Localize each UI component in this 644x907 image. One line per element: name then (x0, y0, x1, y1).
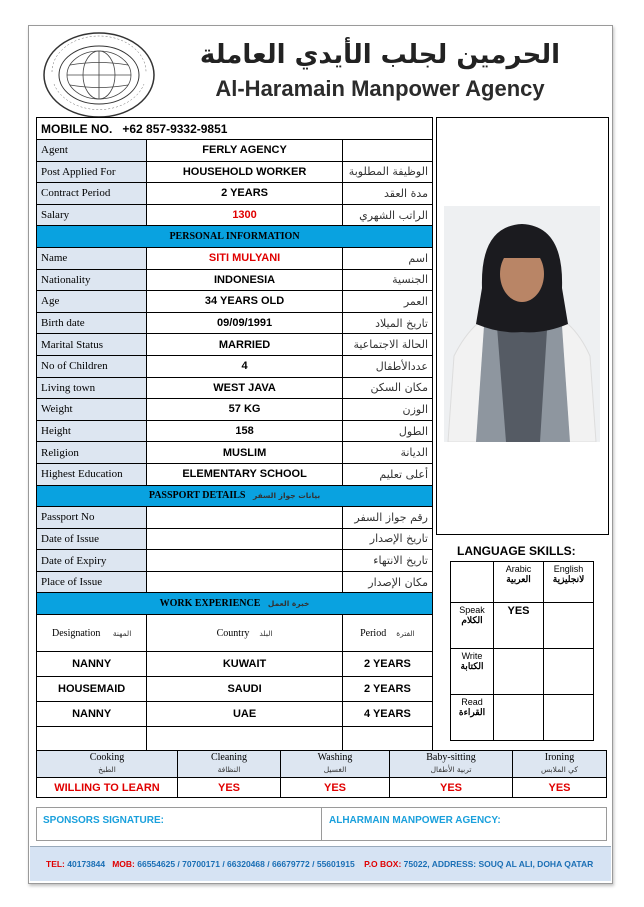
table-row (37, 550, 433, 572)
skill-value: WILLING TO LEARN (37, 778, 178, 798)
tel-label: TEL: (46, 859, 65, 869)
mobile-value: +62 857-9332-9851 (122, 121, 228, 136)
skill-value: YES (281, 778, 390, 798)
read-english-value (544, 695, 594, 741)
field-label: Birth date (37, 312, 147, 334)
table-row (37, 291, 433, 313)
language-row (451, 603, 594, 649)
period-cell: 2 YEARS (342, 652, 432, 677)
field-value (147, 571, 343, 593)
field-value: 4 (147, 355, 343, 377)
field-value (147, 550, 343, 572)
field-value (147, 528, 343, 550)
work-header-row (37, 615, 433, 652)
read-arabic-value (494, 695, 544, 741)
field-value: 57 KG (147, 399, 343, 421)
designation-cell: NANNY (37, 702, 147, 727)
english-header-arabic: لانجليزية (552, 574, 585, 584)
language-header-row (451, 562, 594, 603)
language-skills-table (450, 561, 594, 741)
field-label-arabic: الديانة (342, 442, 432, 464)
skills-value-row (37, 778, 607, 798)
field-label-arabic: مكان السكن (342, 377, 432, 399)
table-row (37, 377, 433, 399)
field-label-arabic: الجنسية (342, 269, 432, 291)
mob-value: 66554625 / 70700171 / 66320468 / 66679772 / 55601915 (137, 859, 355, 869)
skill-value: YES (178, 778, 281, 798)
name-value: SITI MULYANI (147, 247, 343, 269)
applicant-info-table (36, 117, 433, 752)
skill-name-arabic: الطبخ (98, 765, 116, 774)
table-row (37, 528, 433, 550)
field-value: MUSLIM (147, 442, 343, 464)
field-label-arabic: الحالة الاجتماعية (342, 334, 432, 356)
work-heading: WORK EXPERIENCE (159, 598, 261, 610)
skill-value: YES (390, 778, 513, 798)
skill-value: YES (513, 778, 607, 798)
field-label-arabic: اسم (342, 247, 432, 269)
country-header-arabic: البلد (259, 628, 273, 638)
field-label: Age (37, 291, 147, 313)
table-row (37, 463, 433, 485)
speak-english-value (544, 603, 594, 649)
passport-heading-arabic: بيانات جواز السفر (252, 491, 321, 501)
field-value: 158 (147, 420, 343, 442)
table-row (37, 269, 433, 291)
field-label-arabic: تاريخ الانتهاء (342, 550, 432, 572)
sponsor-signature-label: SPONSORS SIGNATURE: (43, 815, 164, 826)
country-cell: UAE (147, 702, 343, 727)
skill-name: Washing (317, 752, 353, 763)
field-label: Nationality (37, 269, 147, 291)
agency-title-arabic: الحرمين لجلب الأيدي العاملة (199, 40, 561, 70)
field-value (147, 507, 343, 529)
skill-name: Cooking (89, 752, 125, 763)
country-cell: SAUDI (147, 677, 343, 702)
field-label-arabic: مدة العقد (342, 183, 432, 205)
field-label-arabic: الوزن (342, 399, 432, 421)
field-label: Place of Issue (37, 571, 147, 593)
field-label: Post Applied For (37, 161, 147, 183)
field-value: HOUSEHOLD WORKER (147, 161, 343, 183)
field-label-arabic: الطول (342, 420, 432, 442)
table-row (37, 571, 433, 593)
skill-name: Cleaning (210, 752, 248, 763)
skills-header-row (37, 751, 607, 778)
field-label: Date of Issue (37, 528, 147, 550)
passport-heading: PASSPORT DETAILS (148, 490, 246, 502)
contact-footer (30, 846, 611, 881)
work-row (37, 677, 433, 702)
table-row (37, 399, 433, 421)
mob-label: MOB: (112, 859, 135, 869)
field-label: Highest Education (37, 463, 147, 485)
mobile-row (37, 118, 433, 140)
table-row (37, 507, 433, 529)
period-header-arabic: الفترة (396, 628, 415, 638)
arabic-header: Arabic (505, 564, 532, 574)
salary-value: 1300 (147, 204, 343, 226)
country-header: Country (216, 627, 250, 639)
signature-divider (321, 808, 322, 840)
field-value: 2 YEARS (147, 183, 343, 205)
field-label-arabic: عددالأطفال (342, 355, 432, 377)
agency-logo-icon (42, 32, 156, 118)
field-value: INDONESIA (147, 269, 343, 291)
field-label: Name (37, 247, 147, 269)
skill-name: Ironing (544, 752, 575, 763)
mobile-label: MOBILE NO. (41, 121, 113, 136)
designation-cell: HOUSEMAID (37, 677, 147, 702)
field-label-arabic: أعلى تعليم (342, 463, 432, 485)
field-label: Agent (37, 140, 147, 162)
write-label: Write (461, 651, 483, 661)
period-cell: 4 YEARS (342, 702, 432, 727)
field-label-arabic: رقم جواز السفر (342, 507, 432, 529)
section-header (37, 226, 433, 248)
skill-name-arabic: الغسيل (323, 765, 347, 774)
field-value: WEST JAVA (147, 377, 343, 399)
arabic-header-arabic: العربية (506, 574, 531, 584)
designation-header: Designation (52, 627, 101, 639)
personal-info-heading: PERSONAL INFORMATION (37, 226, 433, 248)
write-label-arabic: الكتابة (460, 661, 484, 671)
agency-signature-label: ALHARMAIN MANPOWER AGENCY: (329, 815, 501, 826)
period-header: Period (360, 627, 387, 639)
table-row (37, 442, 433, 464)
skill-name-arabic: تربية الأطفال (430, 765, 472, 774)
english-header: English (553, 564, 584, 574)
language-skills-title: LANGUAGE SKILLS: (457, 544, 576, 558)
agency-title-english: Al-Haramain Manpower Agency (215, 76, 545, 101)
field-label: Salary (37, 204, 147, 226)
field-label: No of Children (37, 355, 147, 377)
table-row (37, 161, 433, 183)
signature-box (36, 807, 607, 841)
skill-name-arabic: كي الملابس (540, 765, 579, 774)
speak-label-arabic: الكلام (461, 615, 483, 625)
field-label: Religion (37, 442, 147, 464)
field-label: Marital Status (37, 334, 147, 356)
language-row (451, 695, 594, 741)
designation-header-arabic: المهنة (112, 628, 132, 638)
section-header (37, 593, 433, 615)
table-row (37, 183, 433, 205)
period-cell: 2 YEARS (342, 677, 432, 702)
pobox-label: P.O BOX: (364, 859, 402, 869)
tel-value: 40173844 (67, 859, 106, 869)
field-label-arabic (342, 140, 432, 162)
field-value: 34 YEARS OLD (147, 291, 343, 313)
work-row (37, 702, 433, 727)
speak-label: Speak (459, 605, 485, 615)
skills-table (36, 750, 607, 798)
country-cell: KUWAIT (147, 652, 343, 677)
field-value: 09/09/1991 (147, 312, 343, 334)
field-value: MARRIED (147, 334, 343, 356)
language-row (451, 649, 594, 695)
field-label-arabic: تاريخ الإصدار (342, 528, 432, 550)
skill-name-arabic: النظافة (217, 765, 241, 774)
write-english-value (544, 649, 594, 695)
skill-name: Baby-sitting (426, 752, 476, 763)
table-row (37, 420, 433, 442)
field-value: ELEMENTARY SCHOOL (147, 463, 343, 485)
speak-arabic-value: YES (494, 603, 544, 649)
field-value: FERLY AGENCY (147, 140, 343, 162)
field-label: Passport No (37, 507, 147, 529)
designation-cell: NANNY (37, 652, 147, 677)
table-row (37, 247, 433, 269)
field-label-arabic: العمر (342, 291, 432, 313)
read-label: Read (461, 697, 483, 707)
table-row (37, 204, 433, 226)
work-heading-arabic: خبرة العمل (267, 599, 310, 609)
table-row (37, 355, 433, 377)
write-arabic-value (494, 649, 544, 695)
field-label: Height (37, 420, 147, 442)
work-row (37, 652, 433, 677)
read-label-arabic: القراءة (458, 707, 486, 717)
field-label: Date of Expiry (37, 550, 147, 572)
table-row (37, 140, 433, 162)
applicant-photo (444, 206, 600, 442)
field-label: Living town (37, 377, 147, 399)
field-label-arabic: تاريخ الميلاد (342, 312, 432, 334)
table-row (37, 334, 433, 356)
field-label: Weight (37, 399, 147, 421)
section-header (37, 485, 433, 507)
field-label-arabic: الراتب الشهري (342, 204, 432, 226)
pobox-value: 75022, ADDRESS: SOUQ AL ALI, DOHA QATAR (403, 859, 594, 869)
field-label: Contract Period (37, 183, 147, 205)
table-row (37, 312, 433, 334)
field-label-arabic: الوظيفة المطلوبة (342, 161, 432, 183)
work-row (37, 727, 433, 752)
field-label-arabic: مكان الإصدار (342, 571, 432, 593)
